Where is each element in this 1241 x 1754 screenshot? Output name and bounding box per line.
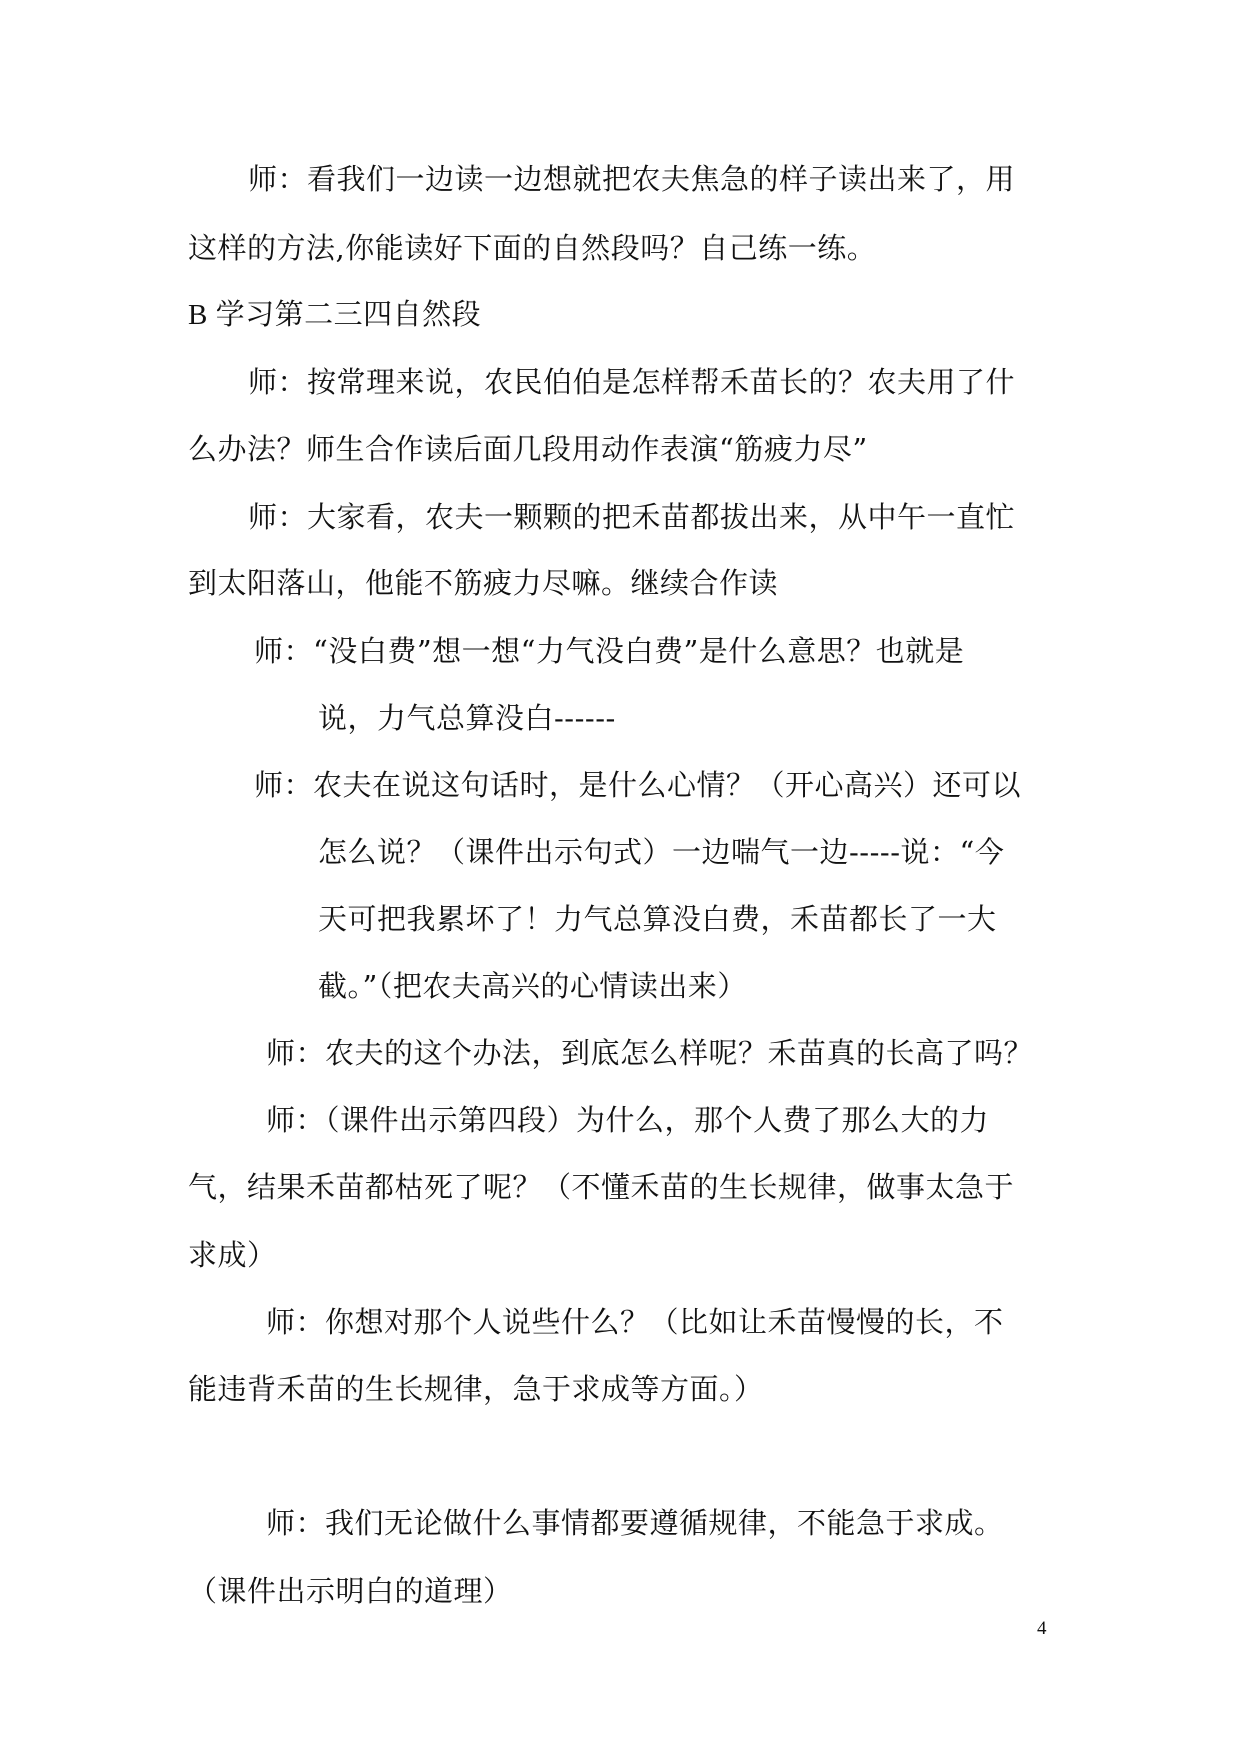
text-line: 能违背禾苗的生长规律，急于求成等方面。） [188, 1372, 764, 1406]
text-line: 师：农夫的这个办法，到底怎么样呢？禾苗真的长高了吗？ [266, 1036, 1034, 1070]
text-line: 这样的方法,你能读好下面的自然段吗？自己练一练。 [188, 231, 877, 265]
text-line: 师：我们无论做什么事情都要遵循规律，不能急于求成。 [266, 1506, 1004, 1540]
text-line: 截。”（把农夫高兴的心情读出来） [318, 969, 747, 1003]
text-line: 天可把我累坏了！力气总算没白费，禾苗都长了一大 [318, 902, 997, 936]
page-number: 4 [1037, 1618, 1047, 1639]
text-line: 气，结果禾苗都枯死了呢？（不懂禾苗的生长规律，做事太急于 [188, 1170, 1015, 1204]
text-line: 求成） [188, 1238, 277, 1272]
section-heading: B 学习第二三四自然段 [188, 299, 482, 331]
text-line: 师：“没白费”想一想“力气没白费”是什么意思？也就是 [254, 634, 965, 668]
text-line: 师：（课件出示第四段）为什么，那个人费了那么大的力 [266, 1103, 990, 1137]
text-line: 师：按常理来说，农民伯伯是怎样帮禾苗长的？农夫用了什 [248, 365, 1016, 399]
text-line: （课件出示明白的道理） [188, 1574, 513, 1608]
text-line: 到太阳落山，他能不筋疲力尽嘛。继续合作读 [188, 566, 779, 600]
text-line: 师：看我们一边读一边想就把农夫焦急的样子读出来了，用 [248, 162, 1016, 196]
text-line: 师：你想对那个人说些什么？（比如让禾苗慢慢的长，不 [266, 1305, 1004, 1339]
text-line: 师：大家看，农夫一颗颗的把禾苗都拔出来，从中午一直忙 [248, 500, 1016, 534]
text-line: 怎么说？（课件出示句式）一边喘气一边-----说：“今 [318, 835, 1005, 869]
text-line: 师：农夫在说这句话时，是什么心情？（开心高兴）还可以 [254, 768, 1022, 802]
text-line: 么办法？师生合作读后面几段用动作表演“筋疲力尽” [188, 432, 868, 466]
text-line: 说，力气总算没白------ [318, 701, 616, 735]
